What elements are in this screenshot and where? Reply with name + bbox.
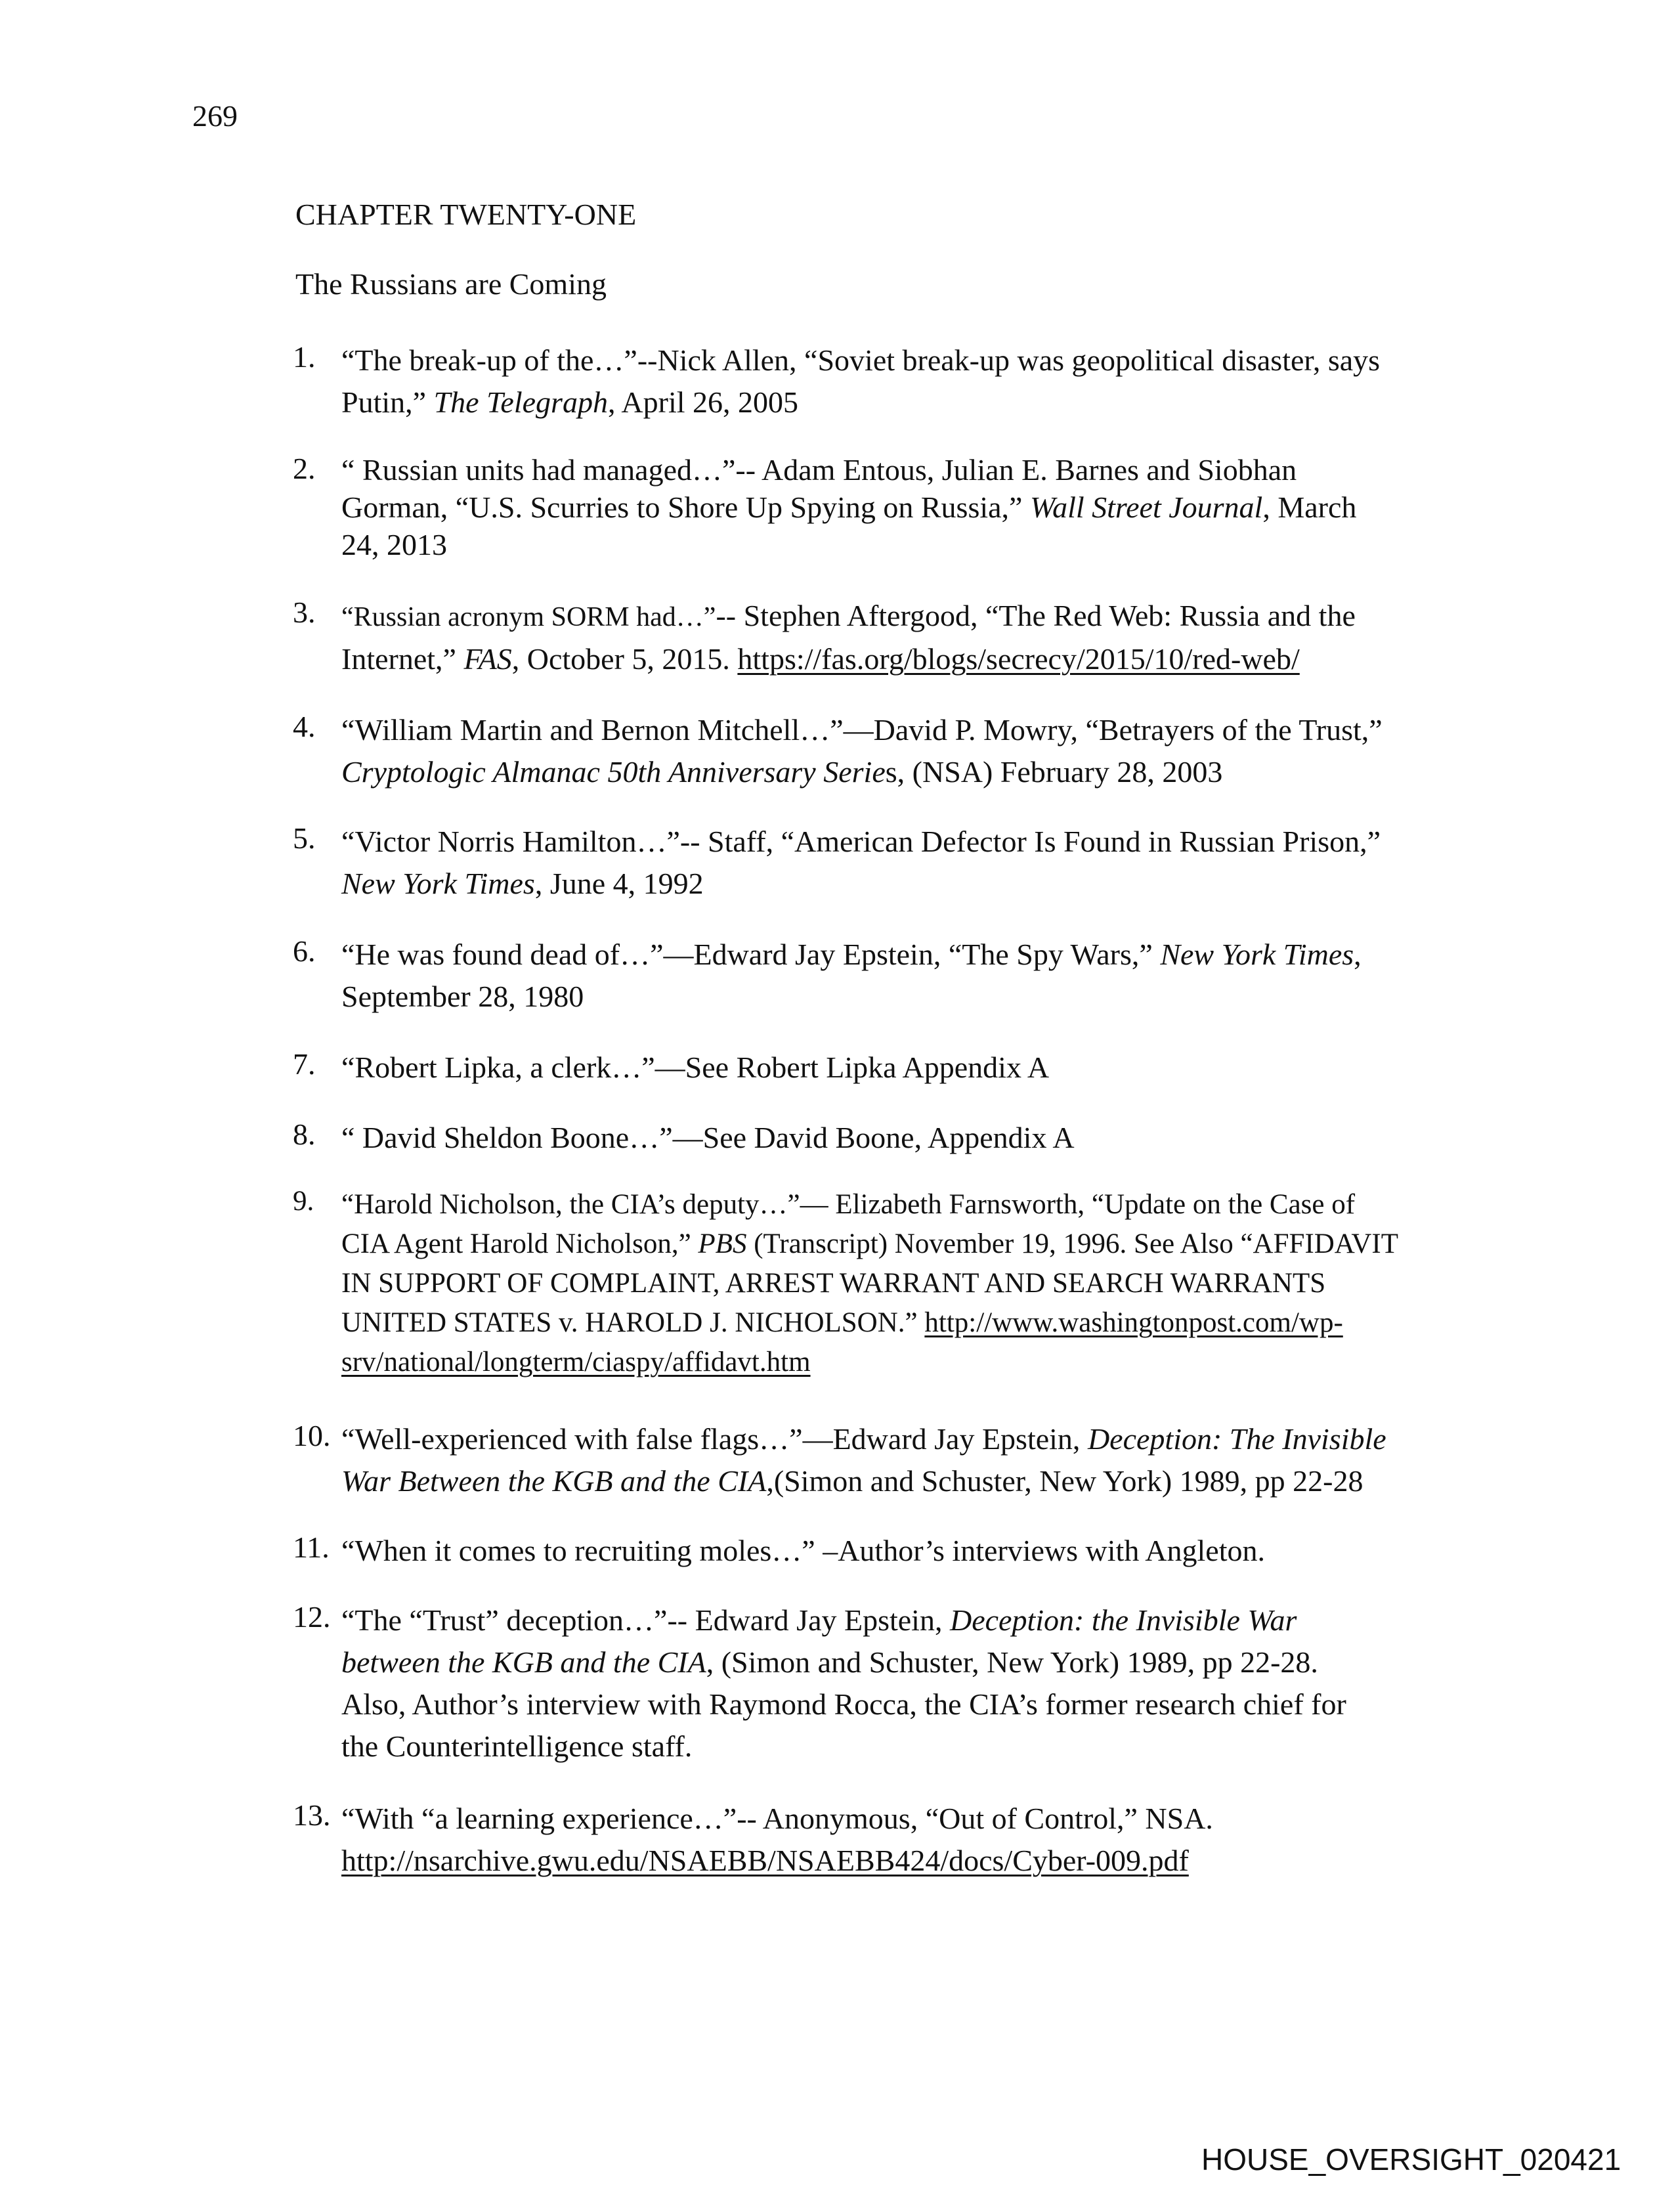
page-number: 269 [192,99,238,133]
endnote-text: “ David Sheldon Boone…”—See David Boone, Appendix A [341,1121,1075,1154]
endnote-number: 11. [293,1530,330,1564]
endnote-line [341,1185,1398,1225]
endnote-line [341,1798,1213,1840]
endnote-line [341,1641,1346,1683]
endnote-text: “Robert Lipka, a clerk…”—See Robert Lipka Appendix A [341,1051,1050,1084]
endnote-text: “With “a learning experience…”-- Anonymous, “Out of Control,” NSA. [341,1802,1213,1835]
publication-title: New York Times [341,867,535,900]
endnote-number: 6. [293,934,316,968]
endnote-text: IN SUPPORT OF COMPLAINT, ARREST WARRANT AND SEARCH WARRANTS [341,1268,1326,1299]
endnote-text: “Russian acronym SORM had…” [341,602,716,632]
endnote-text: “Harold Nicholson, the CIA’s deputy…”— Elizabeth Farnsworth, “Update on the Case of [341,1189,1356,1220]
endnote-line [341,488,1356,526]
endnote-line [341,821,1381,863]
endnote-line [341,1418,1386,1460]
endnote-line [341,1047,1049,1089]
endnote-text: the Counterintelligence staff. [341,1729,693,1763]
endnote-text: (Transcript) November 19, 1996. See Also “AFFIDAVIT [746,1228,1398,1259]
endnote-text: , (Simon and Schuster, New York) 1989, pp 22-28. [706,1645,1318,1679]
endnote-number: 3. [293,596,316,629]
chapter-title: The Russians are Coming [295,267,607,301]
chapter-heading: CHAPTER TWENTY-ONE [295,198,637,231]
publication-title: New York Times [1160,938,1354,971]
endnote-text: , March [1262,490,1357,524]
endnote-line [341,1683,1346,1725]
endnote-line [341,526,1356,563]
endnote-number: 7. [293,1047,316,1081]
endnote-line [341,1599,1346,1641]
endnote-number: 2. [293,452,316,485]
endnote-text: “The break-up of the…”--Nick Allen, “Soviet break-up was geopolitical disaster, says [341,343,1381,377]
endnote-text: Putin,” [341,385,434,419]
endnote-line [341,1725,1346,1767]
endnote-line [341,339,1380,381]
publication-title: War Between the KGB and the CIA [341,1464,767,1498]
endnote-text: ,(Simon and Schuster, New York) 1989, pp 22-28 [766,1464,1363,1498]
endnote-number: 10. [293,1419,331,1452]
endnote-text: s, (NSA) February 28, 2003 [885,755,1223,789]
endnote-text: “ Russian units had managed…”-- Adam Entous, Julian E. Barnes and Siobhan [341,453,1297,487]
endnote-text: , June 4, 1992 [534,867,704,900]
endnote-line [341,976,1362,1018]
publication-title: The Telegraph [433,385,608,419]
publication-title: Cryptologic Almanac 50th Anniversary Serie [341,755,886,789]
endnote-line [341,451,1356,488]
endnote-text: “Victor Norris Hamilton…”-- Staff, “American Defector Is Found in Russian Prison,” [341,825,1381,858]
publication-title: PBS [698,1228,747,1259]
citation-link[interactable]: http://nsarchive.gwu.edu/NSAEBB/NSAEBB424/docs/Cyber-009.pdf [341,1844,1189,1877]
endnote-number: 12. [293,1600,331,1634]
publication-title: Wall Street Journal [1029,490,1263,524]
endnote-number: 5. [293,821,316,855]
endnote-text: CIA Agent Harold Nicholson,” [341,1228,698,1259]
endnote-line [341,1303,1398,1343]
endnote-text: “When it comes to recruiting moles…” –Author’s interviews with Angleton. [341,1534,1265,1567]
endnote-number: 8. [293,1117,316,1151]
endnote-line [341,709,1383,751]
endnote-text: “He was found dead of…”—Edward Jay Epstein, “The Spy Wars,” [341,938,1161,971]
endnote-line [341,1225,1398,1264]
endnote-line [341,638,1356,680]
endnote-text: Gorman, “U.S. Scurries to Shore Up Spying on Russia,” [341,490,1030,524]
endnote-text: , April 26, 2005 [607,385,799,419]
endnote-text: Internet,” [341,642,464,676]
endnote-line [341,751,1383,793]
citation-link[interactable]: http://www.washingtonpost.com/wp- [924,1307,1343,1338]
endnote-text: UNITED STATES v. HAROLD J. NICHOLSON.” [341,1307,925,1338]
endnote-text: Also, Author’s interview with Raymond Rocca, the CIA’s former research chief for [341,1687,1346,1721]
endnote-number: 9. [293,1186,314,1217]
endnote-text: “Well-experienced with false flags…”—Edward Jay Epstein, [341,1422,1088,1456]
publication-title: between the KGB and the CIA [341,1645,706,1679]
endnote-line [341,934,1362,976]
publication-title: FAS [463,642,512,676]
endnote-text: , [1354,938,1362,971]
publication-title: Deception: the Invisible War [949,1603,1297,1637]
endnote-text: , October 5, 2015. [511,642,738,676]
endnote-line [341,1460,1386,1502]
endnote-text: 24, 2013 [341,528,447,561]
citation-link[interactable]: https://fas.org/blogs/secrecy/2015/10/red-web/ [737,642,1300,676]
endnote-text: -- Stephen Aftergood, “The Red Web: Russia and the [716,599,1356,632]
endnote-text: “William Martin and Bernon Mitchell…”—David P. Mowry, “Betrayers of the Trust,” [341,713,1383,747]
endnote-number: 1. [293,340,316,374]
endnote-line [341,1343,1398,1382]
endnote-line [341,595,1356,638]
endnote-text: September 28, 1980 [341,980,584,1013]
citation-link[interactable]: srv/national/longterm/ciaspy/affidavt.htm [341,1347,811,1377]
endnote-text: “The “Trust” deception…”-- Edward Jay Epstein, [341,1603,950,1637]
endnote-number: 13. [293,1798,331,1832]
endnote-number: 4. [293,710,316,743]
endnote-line [341,1840,1213,1882]
publication-title: Deception: The Invisible [1087,1422,1386,1456]
endnote-line [341,381,1380,423]
endnote-line [341,1117,1075,1159]
endnote-line [341,1530,1265,1572]
endnote-line [341,863,1381,905]
endnote-line [341,1264,1398,1303]
bates-stamp: HOUSE_OVERSIGHT_020421 [1201,2142,1621,2177]
